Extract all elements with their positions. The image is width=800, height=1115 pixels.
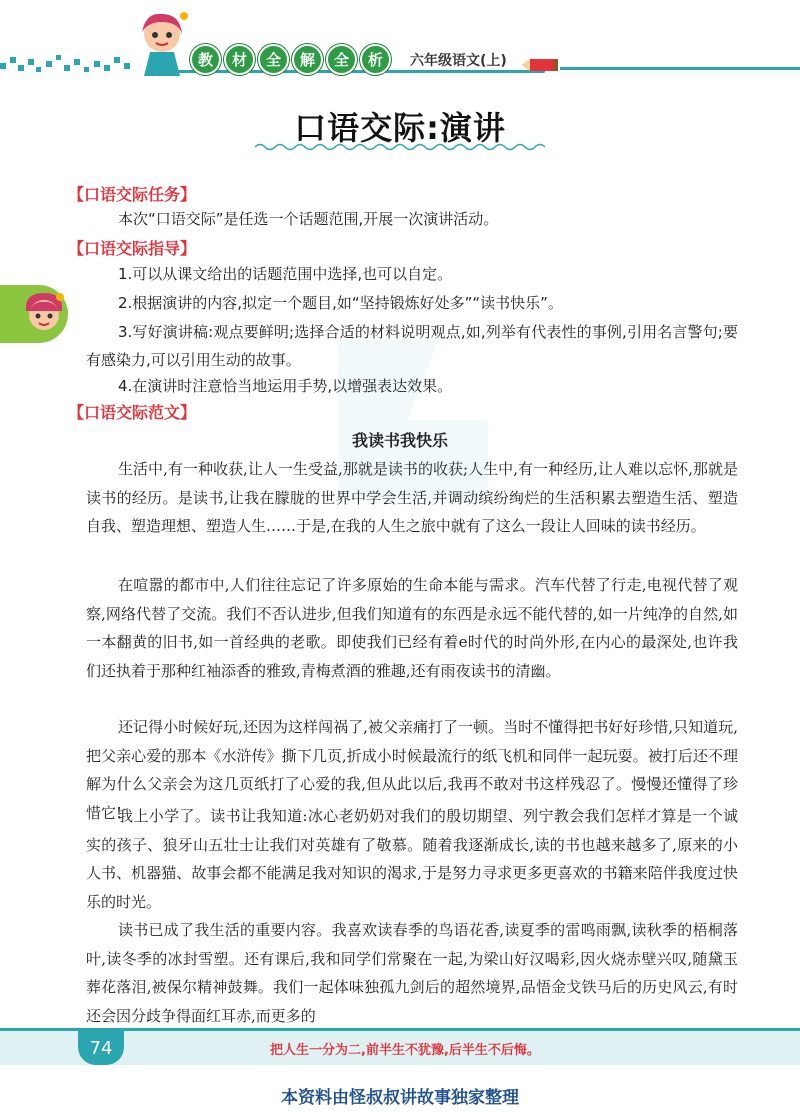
- essay-title: 我读书我快乐: [351, 431, 448, 450]
- page-title: 口语交际:演讲: [294, 109, 506, 147]
- grade-label: 六年级语文(上): [410, 53, 507, 69]
- essay-paragraph: 生活中,有一种收获,让人一生受益,那就是读书的收获;人生中,有一种经历,让人难以忘怀,那就是读书的经历。是读书,让我在朦胧的世界中学会生活,并调动缤纷绚烂的生活积累去塑造生活、塑造自我、塑造理想、塑造人生……于是,在我的人生之旅中就有了这么一段让人回味的读书经历。: [86, 460, 738, 535]
- pencil-icon: [520, 57, 562, 73]
- title-wave-decoration: [255, 142, 545, 152]
- guide-item: 2.根据演讲的内容,拟定一个题目,如“坚持锻炼好处多”“读书快乐”。: [118, 294, 563, 312]
- mascot-face-icon: [22, 289, 66, 337]
- series-title-badges: [190, 44, 391, 75]
- page-number: 74: [78, 1031, 124, 1065]
- guide-item: 4.在演讲时注意恰当地运用手势,以增强表达效果。: [118, 377, 453, 395]
- section-label-guide: 【口语交际指导】: [68, 239, 197, 258]
- badge-char: 教: [190, 44, 221, 75]
- guide-item: 1.可以从课文给出的话题范围中选择,也可以自定。: [118, 265, 453, 283]
- essay-paragraph: 读书已成了我生活的重要内容。我喜欢读春季的鸟语花香,读夏季的雷鸣雨飘,读秋季的梧桐落叶,读冬季的冰封雪塑。还有课后,我和同学们常聚在一起,为梁山好汉喝彩,因火烧赤壁兴叹,随黛玉葬花落泪,被保尔精神鼓舞。我们一起体味独孤九剑后的超然境界,品悟金戈铁马后的历史风云,有时还会因分歧争得面红耳赤,而更多的: [86, 921, 738, 1025]
- footer-credit: 本资料由怪叔叔讲故事独家整理: [281, 1088, 519, 1108]
- badge-char: 解: [292, 44, 323, 75]
- badge-char: 材: [224, 44, 255, 75]
- task-text: 本次“口语交际”是任选一个话题范围,开展一次演讲活动。: [118, 210, 499, 228]
- essay-paragraph: 我上小学了。读书让我知道:冰心老奶奶对我们的殷切期望、列宁教会我们怎样才算是一个诚实的孩子、狼牙山五壮士让我们对英雄有了敬慕。随着我逐渐成长,读的书也越来越多了,原来的小人书、机器猫、故事会都不能满足我对知识的渴求,于是努力寻求更多更喜欢的书籍来陪伴我度过快乐的时光。: [86, 807, 738, 911]
- badge-char: 全: [326, 44, 357, 75]
- mascot-girl-icon: [132, 8, 192, 78]
- essay-paragraph: 在喧嚣的都市中,人们往往忘记了许多原始的生命本能与需求。汽车代替了行走,电视代替了观察,网络代替了交流。我们不否认进步,但我们知道有的东西是永远不能代替的,如一片纯净的自然,如一本翻黄的旧书,如一首经典的老歌。即使我们已经有着e时代的时尚外形,在内心的最深处,也许我们还执着于那种红袖添香的雅致,青梅煮酒的雅趣,还有雨夜读书的清幽。: [86, 576, 738, 680]
- essay-paragraph: 还记得小时候好玩,还因为这样闯祸了,被父亲痛打了一顿。当时不懂得把书好好珍惜,只知道玩,把父亲心爱的那本《水浒传》撕下几页,折成小时候最流行的纸飞机和同伴一起玩耍。被打后还不理解为什么父亲会为这几页纸打了心爱的我,但从此以后,我再不敢对书这样残忍了。慢慢还懂得了珍惜它!: [86, 718, 738, 822]
- guide-item: 3.写好演讲稿:观点要鲜明;选择合适的材料说明观点,如,列举有代表性的事例,引用名言警句;要有感染力,可以引用生动的故事。: [86, 323, 738, 369]
- page-header: [0, 0, 800, 95]
- section-label-task: 【口语交际任务】: [68, 185, 197, 204]
- badge-char: 析: [360, 44, 391, 75]
- footer-motto: 把人生一分为二,前半生不犹豫,后半生不后悔。: [270, 1043, 540, 1058]
- badge-char: 全: [258, 44, 289, 75]
- section-label-sample: 【口语交际范文】: [68, 403, 197, 422]
